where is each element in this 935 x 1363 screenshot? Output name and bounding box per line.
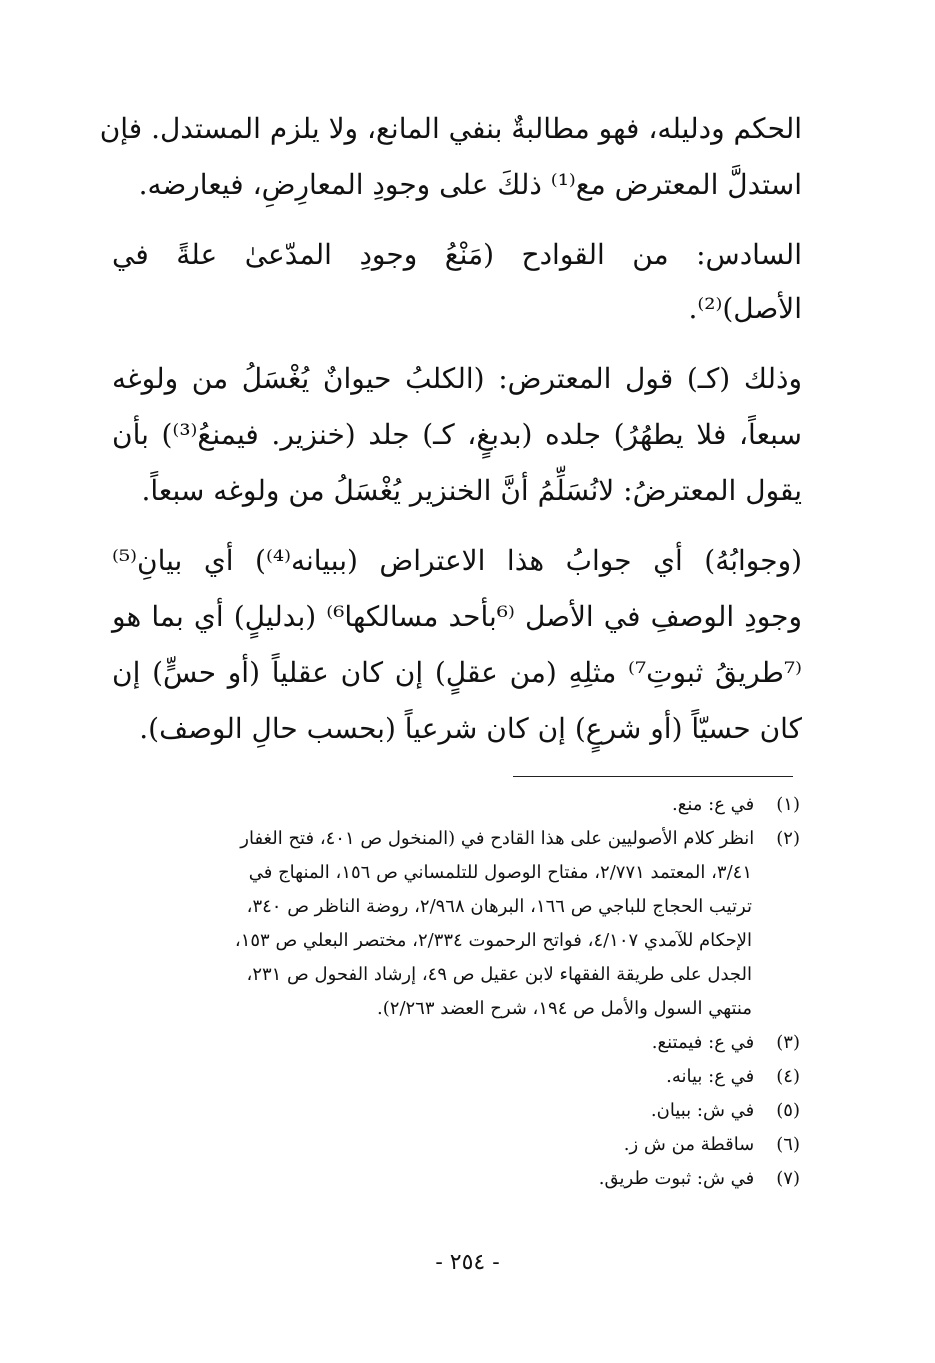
footnote-2-line: الجدل على طريقة الفقهاء لابن عقيل ص ٤٩، إرشاد الفحول ص ٢٣١، xyxy=(246,964,752,985)
text-line: وجودِ الوصفِ في الأصل ⁽⁶بأحد مسالكها⁶⁾ (بدليلٍ) أي بما هو xyxy=(112,600,802,633)
footnote-number: (١) xyxy=(776,794,800,815)
footnote-5 xyxy=(112,1100,800,1121)
section-heading-line: السادس: من القوادح (مَنْعُ وجودِ المدّعىٰ علةً في xyxy=(112,238,802,271)
text-line: وذلك (كـ) قول المعترض: (الكلبُ حيوانٌ يُغْسَلُ من ولوغه xyxy=(112,362,802,395)
footnote-text: في ع: فيمتنع. xyxy=(651,1032,755,1053)
page-number: - ٢٥٤ - xyxy=(435,1250,500,1275)
footnote-2 xyxy=(112,828,800,849)
footnote-text: ساقطة من ش ز. xyxy=(623,1134,755,1155)
footnote-number: (٦) xyxy=(776,1134,800,1155)
footnote-number: (٢) xyxy=(776,828,800,849)
footnote-6 xyxy=(112,1134,800,1155)
text-line: الأصل)⁽²⁾. xyxy=(688,292,802,325)
footnote-2-line: ترتيب الحجاج للباجي ص ١٦٦، البرهان ٢/٩٦٨، روضة الناظر ص ٣٤٠، xyxy=(246,896,752,917)
text-line: الحكم ودليله، فهو مطالبةٌ بنفي المانع، ولا يلزم المستدل. فإن xyxy=(99,112,802,145)
text-line: ⁽⁷طريقُ ثبوتِ⁷⁾ مثلِهِ (من عقلٍ) إن كان عقلياً (أو حسٍّ) إن xyxy=(112,656,802,689)
footnote-number: (٤) xyxy=(776,1066,800,1087)
footnote-7 xyxy=(112,1168,800,1189)
footnote-text: في ش: ببيان. xyxy=(650,1100,755,1121)
text-line: سبعاً، فلا يطهُرُ) جلده (بدبغٍ، كـ) جلد (خنزير. فيمنعُ⁽³⁾) بأن xyxy=(112,418,802,451)
footnote-4 xyxy=(112,1066,800,1087)
footnote-number: (٧) xyxy=(776,1168,800,1189)
text-line: يقول المعترضُ: لانُسَلِّمُ أنَّ الخنزير يُغْسَلُ من ولوغه سبعاً. xyxy=(141,474,802,507)
footnote-separator xyxy=(513,776,793,777)
footnote-text: في ع: منع. xyxy=(672,794,755,815)
footnote-1 xyxy=(112,794,800,815)
footnote-2-line: منتهي السول والأمل ص ١٩٤، شرح العضد ٢/٢٦٣). xyxy=(377,998,752,1019)
footnote-2-line: ٣/٤١، المعتمد ٢/٧٧١، مفتاح الوصول للتلمساني ص ١٥٦، المنهاج في xyxy=(248,862,752,883)
text-line: كان حسيّاً (أو شرعٍ) إن كان شرعياً (بحسب حالِ الوصف). xyxy=(139,712,802,745)
footnote-3 xyxy=(112,1032,800,1053)
footnote-text: في ع: بيانه. xyxy=(666,1066,755,1087)
footnote-text: انظر كلام الأصوليين على هذا القادح في (المنخول ص ٤٠١، فتح الغفار xyxy=(240,828,755,849)
text-line: (وجوابُهُ) أي جوابُ هذا الاعتراض (ببيانه⁽⁴⁾) أي بيانِ⁽⁵⁾ xyxy=(112,544,803,577)
text-line: استدلَّ المعترض مع⁽¹⁾ ذلكَ على وجودِ المعارِضِ، فيعارضه. xyxy=(138,168,802,201)
footnote-2-line: الإحكام للآمدي ٤/١٠٧، فواتح الرحموت ٢/٣٣٤، مختصر البعلي ص ١٥٣، xyxy=(234,930,752,951)
footnote-text: في ش: ثبوت طريق. xyxy=(598,1168,755,1189)
footnote-number: (٥) xyxy=(776,1100,800,1121)
footnote-number: (٣) xyxy=(776,1032,800,1053)
